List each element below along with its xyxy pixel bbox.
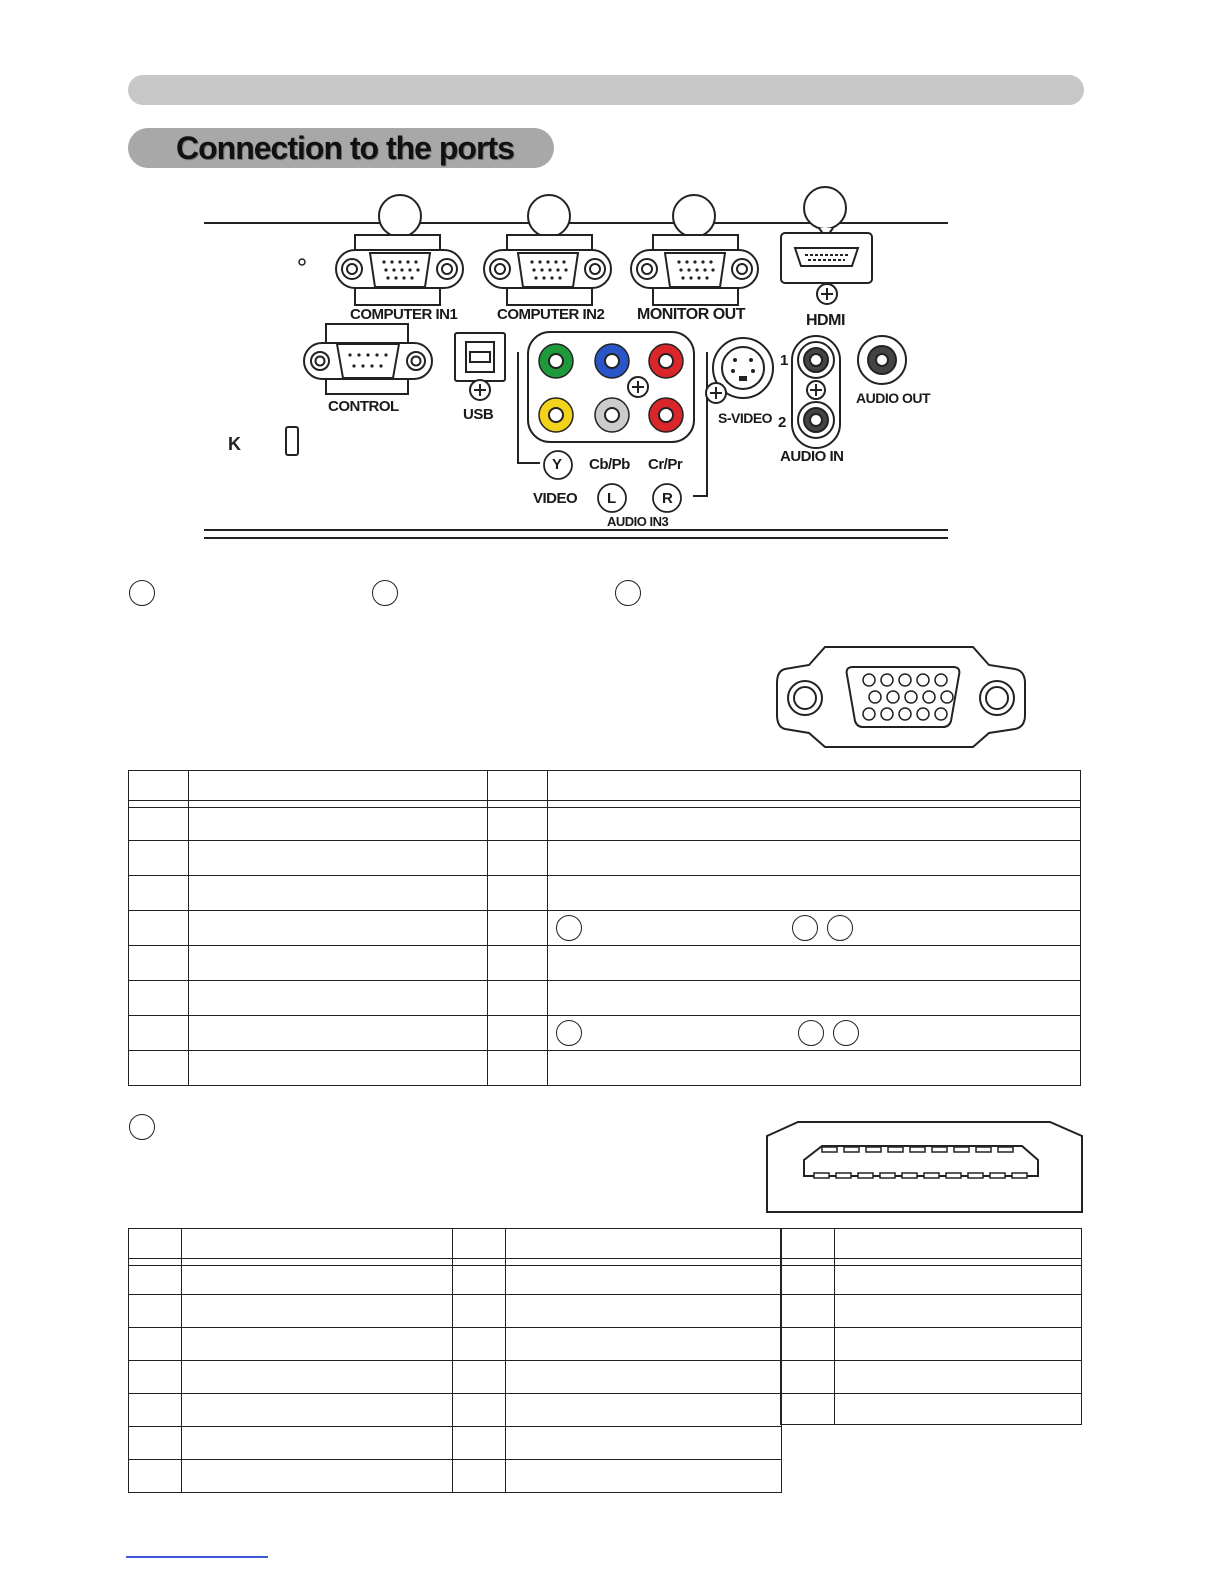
label-computer-in2: COMPUTER IN2 — [497, 306, 605, 323]
ref-marker-a — [129, 580, 155, 606]
jack-crpr-red — [649, 344, 683, 378]
jack-audio-l-white — [595, 398, 629, 432]
hdmi-pin-table-right — [780, 1228, 1082, 1425]
table-circle-marker — [827, 915, 853, 941]
vga-pin-table — [128, 770, 1081, 1086]
jack-y-green — [539, 344, 573, 378]
table-row — [781, 1361, 1082, 1394]
label-control: CONTROL — [328, 398, 399, 415]
port-hdmi — [781, 233, 872, 304]
table-header-row — [781, 1229, 1082, 1259]
hdmi-pin-table-left — [128, 1228, 782, 1493]
port-audio-out — [858, 336, 906, 384]
svg-text:K: K — [228, 434, 241, 454]
label-audio-in-1: 1 — [780, 352, 788, 369]
label-video: VIDEO — [533, 490, 578, 507]
table-row — [129, 911, 1081, 946]
label-computer-in1: COMPUTER IN1 — [350, 306, 458, 323]
table-row — [781, 1295, 1082, 1328]
label-audio-in3: AUDIO IN3 — [607, 514, 669, 529]
table-circle-marker — [798, 1020, 824, 1046]
port-control — [304, 324, 432, 394]
ref-marker-hdmi — [129, 1114, 155, 1140]
table-circle-marker — [556, 915, 582, 941]
table-row — [129, 841, 1081, 876]
jack-audio-r-red — [649, 398, 683, 432]
jack-video-yellow — [539, 398, 573, 432]
label-s-video: S-VIDEO — [718, 410, 773, 426]
table-row — [129, 1460, 782, 1493]
table-row — [129, 946, 1081, 981]
table-row — [129, 1266, 782, 1295]
label-audio-in-2: 2 — [778, 414, 786, 431]
section-title: Connection to the ports — [176, 130, 514, 166]
label-jack-l: L — [607, 490, 616, 507]
table-row — [129, 1016, 1081, 1051]
port-s-video — [706, 338, 773, 403]
port-computer-in1 — [336, 235, 463, 305]
table-row — [781, 1394, 1082, 1425]
port-monitor-out — [631, 235, 758, 305]
label-jack-r: R — [662, 490, 673, 507]
table-circle-marker — [833, 1020, 859, 1046]
label-usb: USB — [463, 406, 494, 423]
label-jack-y: Y — [552, 456, 562, 473]
vga-connector-illustration — [775, 643, 1031, 751]
table-row — [129, 808, 1081, 841]
table-circle-marker — [792, 915, 818, 941]
ref-marker-b — [372, 580, 398, 606]
table-row — [129, 1328, 782, 1361]
indicator-dot — [299, 259, 305, 265]
table-row — [781, 1328, 1082, 1361]
security-slot — [228, 427, 298, 455]
table-circle-marker — [556, 1020, 582, 1046]
ref-marker-c — [615, 580, 641, 606]
port-computer-in2 — [484, 235, 611, 305]
hdmi-connector-illustration — [764, 1118, 1086, 1216]
table-row — [781, 1266, 1082, 1295]
label-monitor-out: MONITOR OUT — [637, 306, 745, 323]
label-jack-cbpb: Cb/Pb — [589, 456, 630, 473]
label-audio-out: AUDIO OUT — [856, 390, 931, 406]
table-row — [129, 981, 1081, 1016]
jack-cbpb-blue — [595, 344, 629, 378]
table-row — [129, 1427, 782, 1460]
label-audio-in: AUDIO IN — [780, 448, 844, 465]
header-bar — [128, 75, 1084, 105]
table-row — [129, 876, 1081, 911]
table-row — [129, 1394, 782, 1427]
port-usb — [455, 333, 505, 400]
label-hdmi: HDMI — [806, 312, 845, 329]
rear-panel-diagram — [200, 185, 960, 545]
table-header-row — [129, 1229, 782, 1259]
port-audio-in — [792, 336, 840, 448]
label-jack-crpr: Cr/Pr — [648, 456, 683, 473]
table-row — [129, 1051, 1081, 1086]
footer-link-underline[interactable] — [126, 1556, 268, 1558]
table-row — [129, 1361, 782, 1394]
callout-hdmi — [804, 187, 846, 238]
table-header-row — [129, 771, 1081, 801]
table-row — [129, 1295, 782, 1328]
